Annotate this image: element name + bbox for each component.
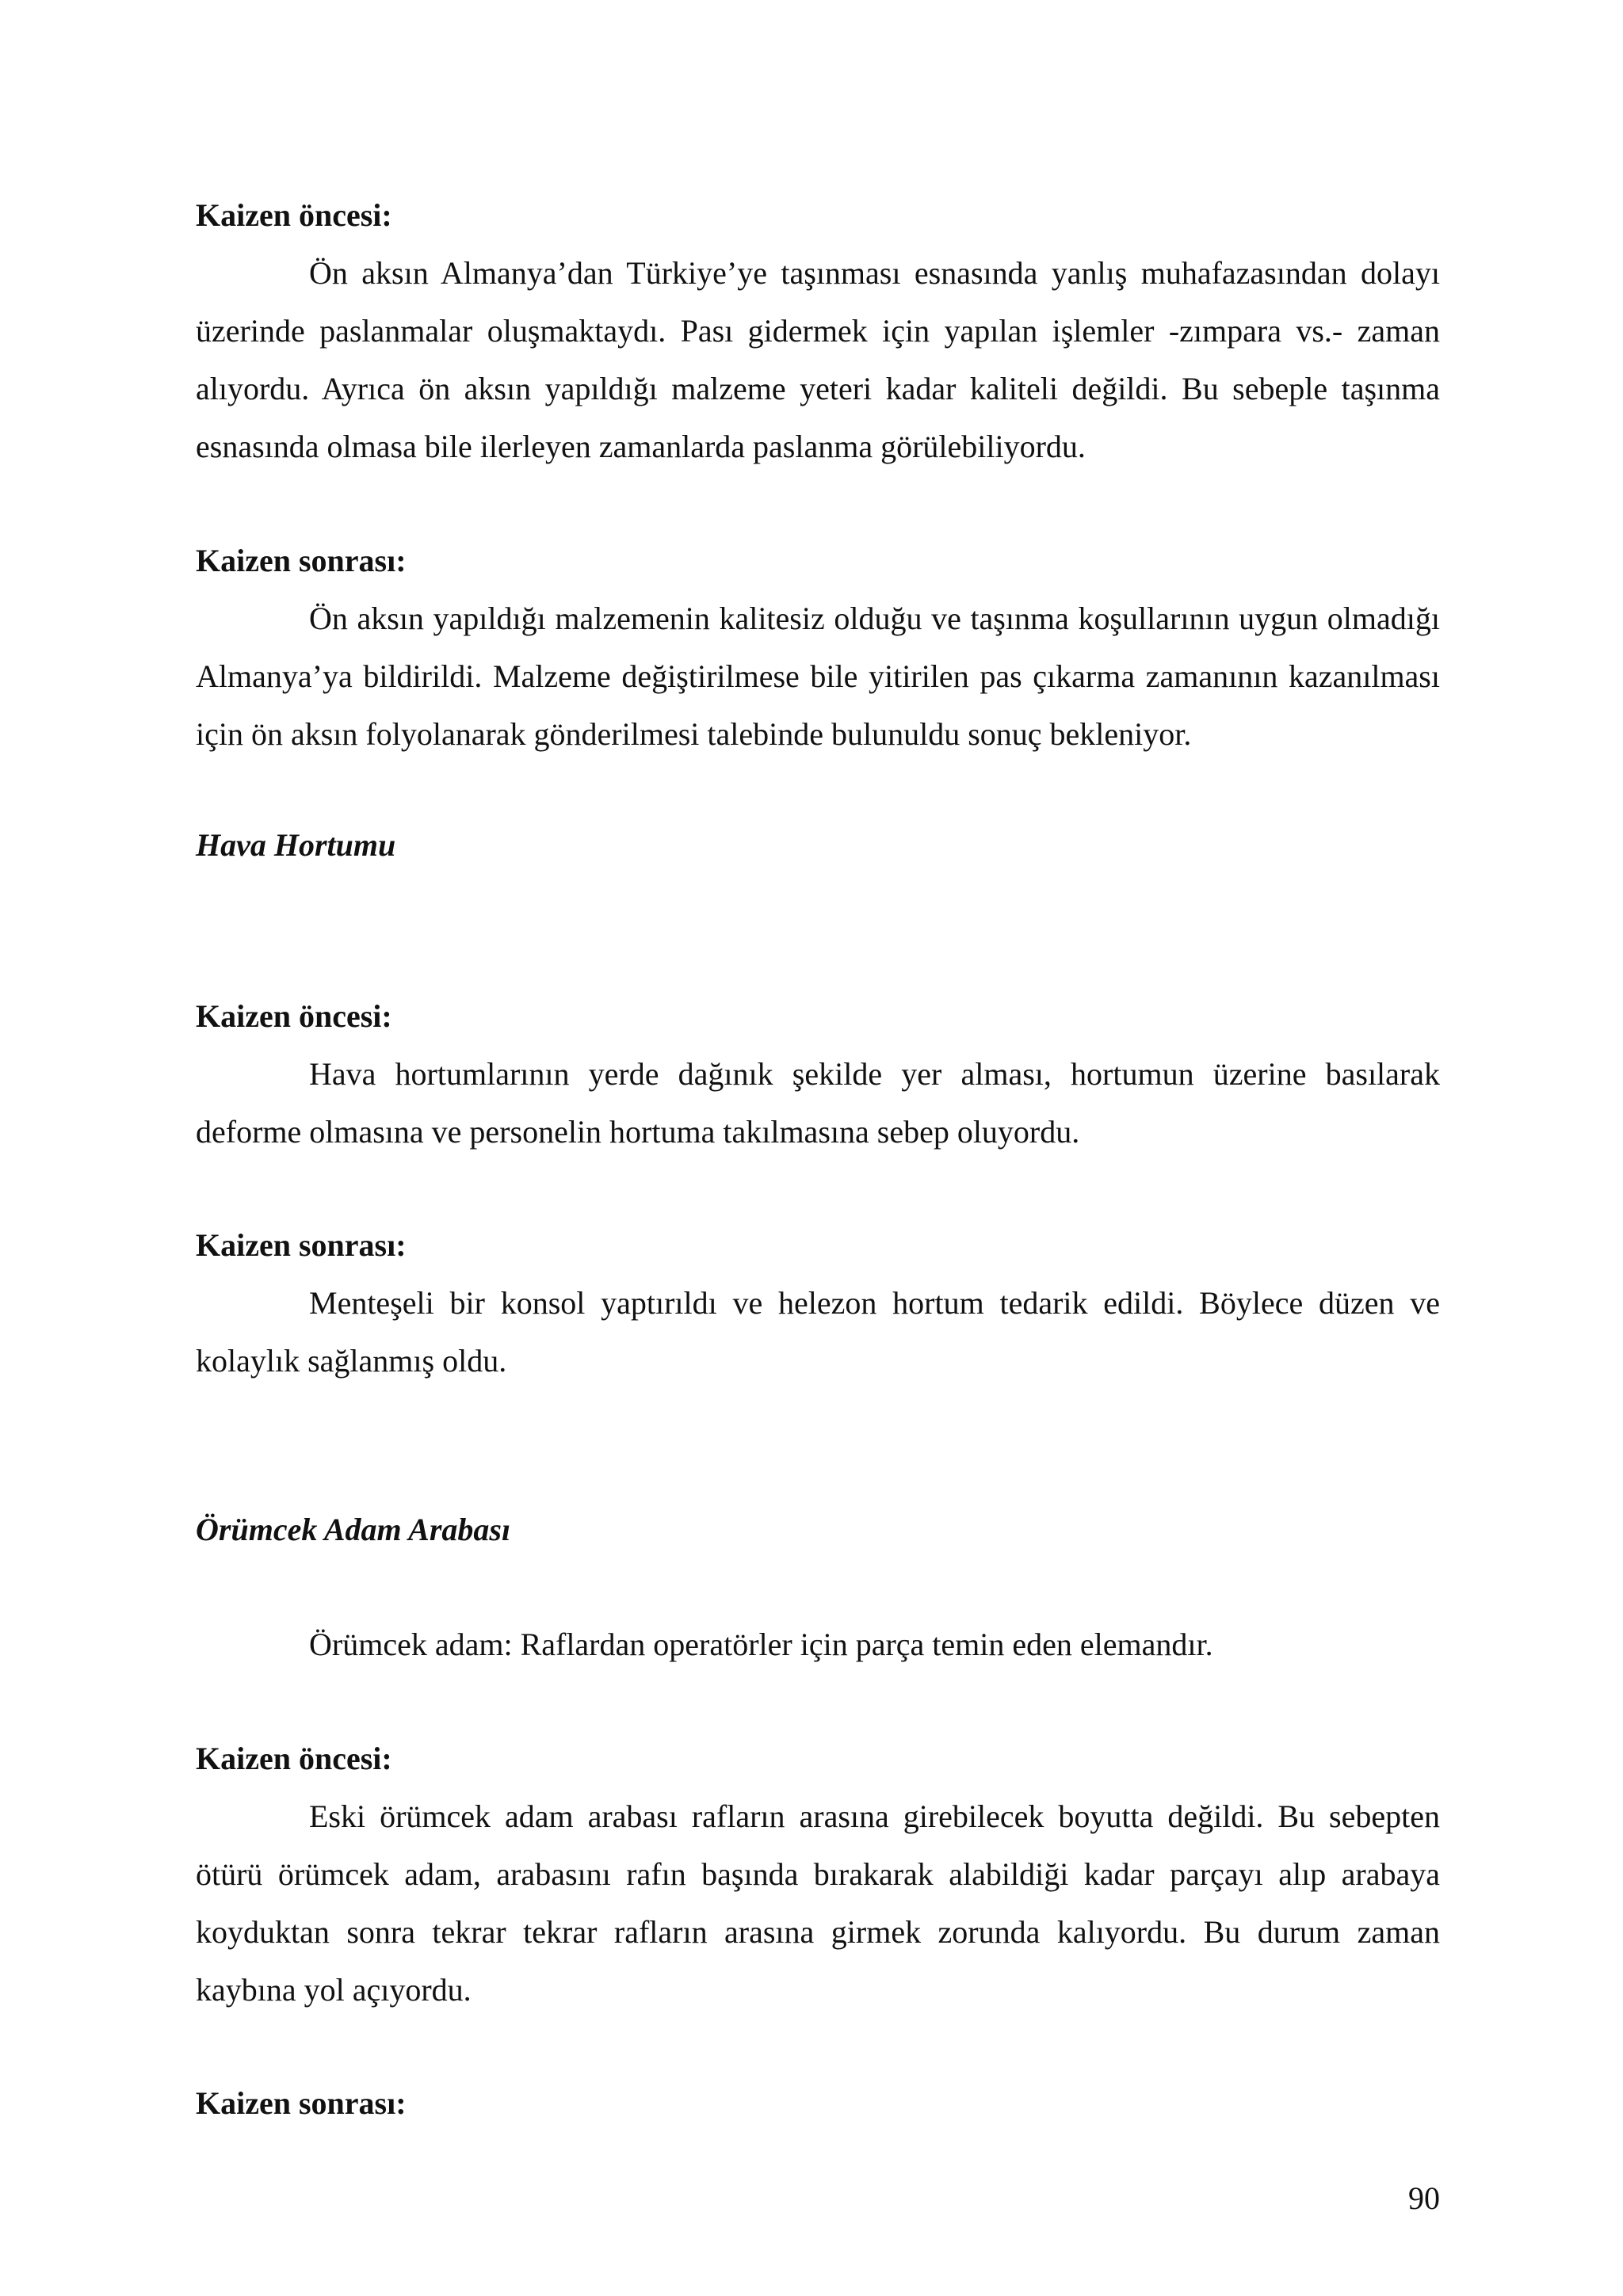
kaizen-before-heading: Kaizen öncesi: bbox=[196, 998, 392, 1034]
body-paragraph: Menteşeli bir konsol yaptırıldı ve helezon hortum tedarik edildi. Böylece düzen ve kolaylık sağlanmış oldu. bbox=[196, 1285, 1440, 1379]
page-number: 90 bbox=[1408, 2180, 1440, 2216]
body-paragraph: Eski örümcek adam arabası rafların arasına girebilecek boyutta değildi. Bu sebepten ötürü örümcek adam, arabasını rafın başında bırakarak alabildiği kadar parçayı alıp arabaya koyduktan sonra tekrar tekrar rafların arasına girmek zorunda kalıyordu. Bu durum zaman kaybına yol açıyordu. bbox=[196, 1798, 1440, 2008]
definition-paragraph: Örümcek adam: Raflardan operatörler için parça temin eden elemandır. bbox=[309, 1627, 1213, 1662]
body-paragraph: Hava hortumlarının yerde dağınık şekilde yer alması, hortumun üzerine basılarak deforme olmasına ve personelin hortuma takılmasına sebep oluyordu. bbox=[196, 1056, 1440, 1150]
body-paragraph: Ön aksın yapıldığı malzemenin kalitesiz olduğu ve taşınma koşullarının uygun olmadığı Almanya’ya bildirildi. Malzeme değiştirilmese bile yitirilen pas çıkarma zamanının kazanılması için ön aksın folyolanarak gönderilmesi talebinde bulunuldu sonuç bekleniyor. bbox=[196, 601, 1440, 752]
kaizen-before-heading: Kaizen öncesi: bbox=[196, 1741, 392, 1776]
body-paragraph: Ön aksın Almanya’dan Türkiye’ye taşınması esnasında yanlış muhafazasından dolayı üzerinde paslanmalar oluşmaktaydı. Pası gidermek için yapılan işlemler -zımpara vs.- zaman alıyordu. Ayrıca ön aksın yapıldığı malzeme yeteri kadar kaliteli değildi. Bu sebeple taşınma esnasında olmasa bile ilerleyen zamanlarda paslanma görülebiliyordu. bbox=[196, 255, 1440, 464]
kaizen-after-heading: Kaizen sonrası: bbox=[196, 543, 407, 578]
section-title: Hava Hortumu bbox=[196, 827, 396, 863]
kaizen-before-heading: Kaizen öncesi: bbox=[196, 197, 392, 233]
kaizen-after-heading: Kaizen sonrası: bbox=[196, 2085, 407, 2121]
section-title: Örümcek Adam Arabası bbox=[196, 1512, 511, 1547]
kaizen-after-heading: Kaizen sonrası: bbox=[196, 1227, 407, 1263]
